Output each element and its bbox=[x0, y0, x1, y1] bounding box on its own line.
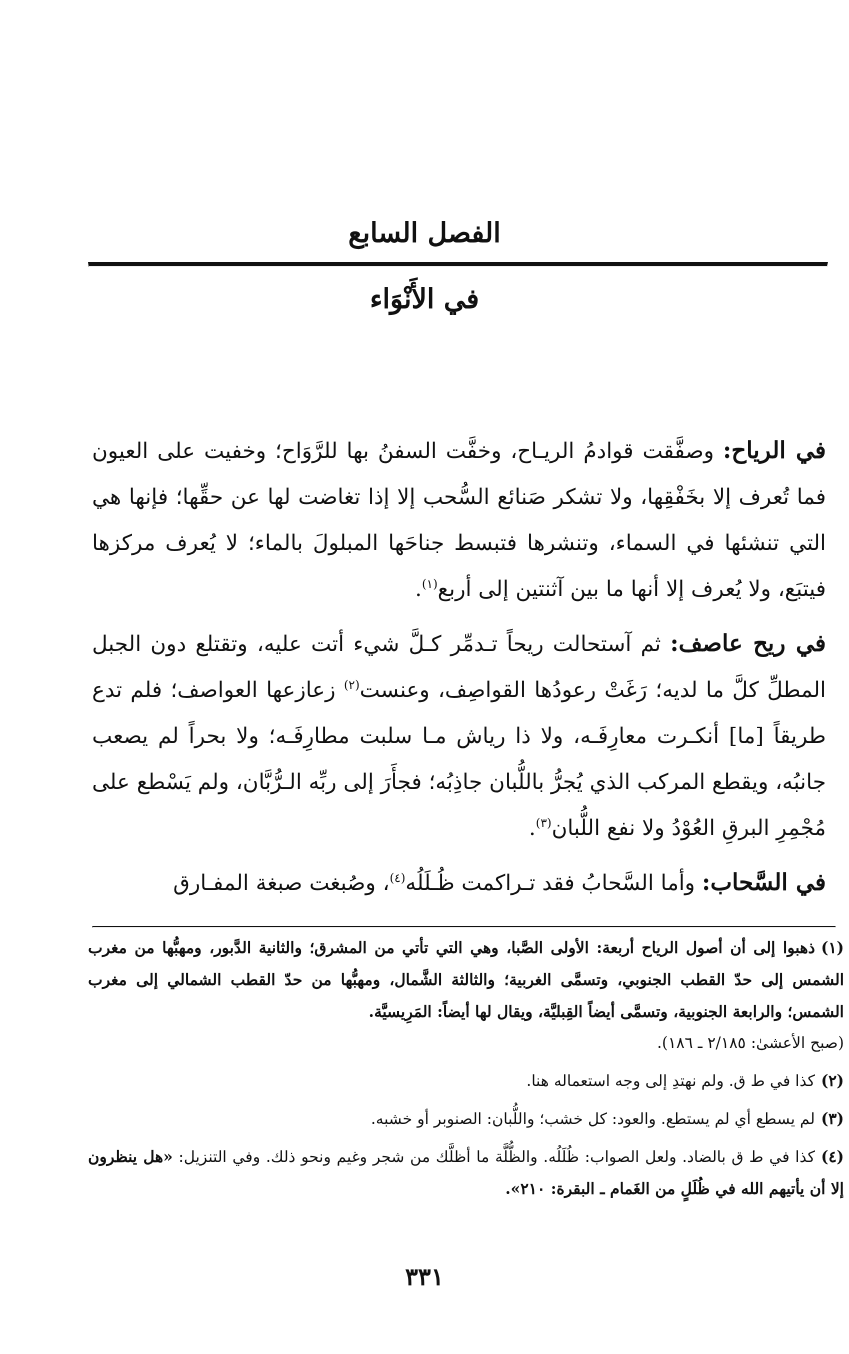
footnote-rule bbox=[92, 926, 836, 928]
footnote-number: (١) bbox=[820, 938, 844, 957]
footnote-marker: (٣) bbox=[535, 815, 552, 830]
footnote-3 bbox=[88, 1103, 844, 1135]
body-text bbox=[92, 428, 826, 915]
paragraph-tail: ، وصُبغت صبغة المفـارق bbox=[173, 871, 390, 896]
footnote-quote: «هل ينظرون إلا أن يأتيهم الله في ظُلَلٍ من الغَمام ـ البقرة: ٢١٠». bbox=[88, 1147, 844, 1198]
footnote-marker: (٤) bbox=[389, 870, 406, 885]
footnote-2 bbox=[88, 1065, 844, 1097]
paragraph-lead: في ريح عاصف: bbox=[670, 630, 826, 657]
paragraph-tail: . bbox=[414, 577, 422, 602]
paragraph-clouds bbox=[92, 860, 826, 907]
paragraph-winds bbox=[92, 428, 826, 613]
footnotes bbox=[88, 932, 844, 1211]
footnote-number: (٢) bbox=[820, 1071, 844, 1090]
footnote-marker: (٢) bbox=[343, 677, 360, 692]
paragraph-lead: في السَّحاب: bbox=[701, 869, 826, 896]
page-number: ٣٣١ bbox=[405, 1262, 444, 1291]
footnote-marker: (١) bbox=[421, 576, 438, 591]
paragraph-text: وأما السَّحابُ فقد تـراكمت ظُـلَلُه bbox=[405, 871, 702, 896]
footnote-text: ذهبوا إلى أن أصول الرياح أربعة: الأولى الصَّبا، وهي التي تأتي من المشرق؛ والثانية الدَّبور، ومهبُّها من مغرب الشمس إلى حدّ القطب الجنوبي، وتسمَّى الغربية؛ والثالثة الشَّمال، ومهبُّها من حدّ القطب الشمالي إلى مغرب الشمس؛ والرابعة الجنوبية، وتسمَّى أيضاً القِبليَّة، ويقال لها أيضاً: المَرِيسيَّة. bbox=[88, 938, 844, 1021]
title-rule bbox=[88, 262, 828, 267]
paragraph-tail: زعازعها العواصف؛ فلم تدع طريقاً [ما] أنكـرت معارِفَـه، ولا ذا رياش مـا سلبت مطارِفَـه؛ ولا بحراً لم يصعب جانبُه، ويقطع المركب الذي يُجرُّ باللُّبان جاذِبُه؛ فجأَرَ إلى ربِّه الـرُّبَّان، ولم يَسْطع على مُجْمِرِ البرقِ العُوْدُ ولا نفع اللُّبان bbox=[92, 678, 826, 841]
footnote-source: (صبح الأعشىٰ: ٢/١٨٥ ـ ١٨٦). bbox=[656, 1034, 844, 1052]
paragraph-lead: في الرياح: bbox=[722, 437, 826, 464]
paragraph-text: ثم آستحالت ريحاً تـدمِّر كـلَّ شيء أتت عليه، وتقتلع دون الجبل المطلِّ كلَّ ما لديه؛ رَغَتْ رعودُها القواصِف، وعنست bbox=[92, 632, 826, 703]
footnote-text: كذا في ط ق بالضاد. ولعل الصواب: ظُلَلُه. والظُّلَّة ما أظلَّك من شجر وغيم ونحو ذلك. وفي التنزيل: bbox=[178, 1148, 815, 1166]
chapter-title: الفصل السابع bbox=[348, 218, 501, 249]
footnote-text: لم يسطع أي لم يستطع. والعود: كل خشب؛ واللُّبان: الصنوبر أو خشبه. bbox=[370, 1110, 815, 1128]
footnote-4 bbox=[88, 1141, 844, 1205]
paragraph-text: وصفَّقت قوادمُ الريـاح، وخفَّت السفنُ بها للرَّوَاح؛ وخفيت على العيون فما تُعرف إلا بخَفْقِها، ولا تشكر صَنائع السُّحب إلا إذا تغاضت لها عن حقِّها؛ فإنها هي التي تنشئها في السماء، وتنشرها فتبسط جناحَها المبلولَ بالماء؛ لا يُعرف مركزها فيتبَع، ولا يُعرف إلا أنها ما بين آثنتين إلى أربع bbox=[92, 439, 826, 602]
footnote-number: (٣) bbox=[820, 1109, 844, 1128]
footnote-number: (٤) bbox=[820, 1147, 844, 1166]
footnote-1 bbox=[88, 932, 844, 1028]
paragraph-storm bbox=[92, 621, 826, 852]
paragraph-tail: . bbox=[528, 816, 536, 841]
footnote-text: كذا في ط ق. ولم نهتدِ إلى وجه استعماله هنا. bbox=[526, 1072, 815, 1090]
section-title: في الأَنْوَاء bbox=[369, 284, 480, 315]
